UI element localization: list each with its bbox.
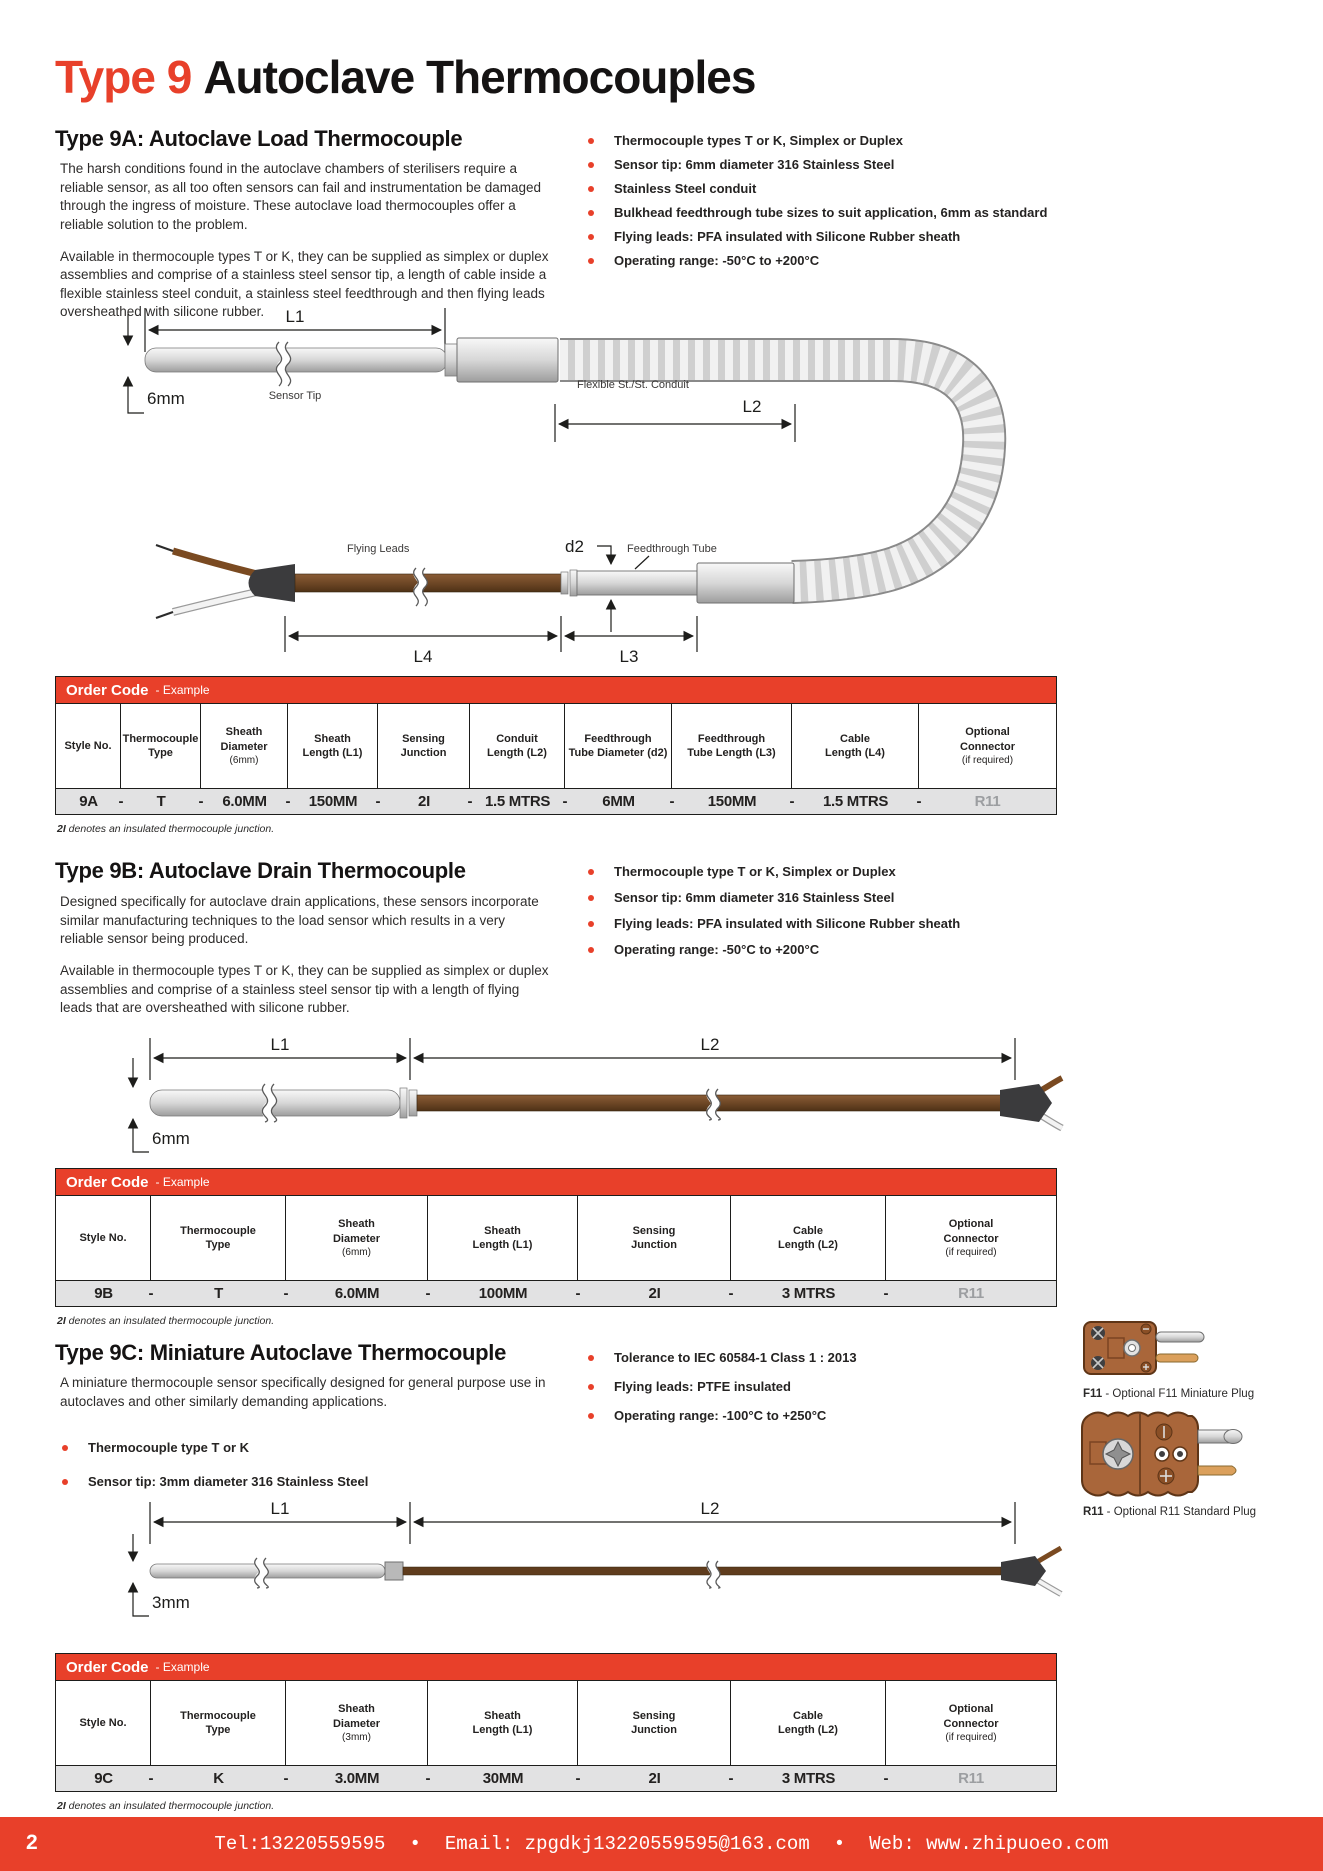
column-header: Sensing Junction — [378, 704, 470, 788]
order-value-cell — [883, 1766, 1056, 1791]
page-title-accent: Type 9 — [55, 51, 192, 103]
section-text-9c — [57, 1374, 562, 1424]
column-header: Sensing Junction — [578, 1681, 731, 1765]
bullet-item — [588, 157, 1048, 172]
sensor-tip-graphic — [145, 348, 447, 372]
dim-l1: L1 — [285, 307, 305, 326]
dim-l1: L1 — [270, 1035, 290, 1054]
order-value: 6.0MM — [334, 1285, 380, 1302]
bullet-icon — [588, 234, 594, 240]
bullet-text: Flying leads: PTFE insulated — [614, 1379, 791, 1394]
bullet-item — [588, 1408, 1018, 1423]
bullet-item — [588, 133, 1048, 148]
order-value-cell — [198, 789, 291, 814]
value-separator: - — [148, 1285, 154, 1302]
column-header: Feedthrough Tube Diameter (d2) — [565, 704, 672, 788]
order-code-title: Order Code — [66, 681, 149, 699]
order-value-cell — [562, 789, 675, 814]
dim-l2: L2 — [742, 397, 762, 416]
bullet-list-9a — [588, 133, 1048, 268]
dim-d2: d2 — [565, 537, 584, 556]
bullet-item — [588, 890, 1048, 905]
column-header: Sheath Length (L1) — [428, 1681, 578, 1765]
bullet-icon — [588, 1384, 594, 1390]
value-separator: - — [467, 793, 473, 810]
order-value: 1.5 MTRS — [822, 793, 889, 810]
order-value-cell — [916, 789, 1056, 814]
bullet-item — [588, 1379, 1018, 1394]
order-value-cell — [467, 789, 568, 814]
lead-wire-brown — [1040, 1078, 1062, 1091]
f11-plug-image — [1080, 1316, 1215, 1380]
footer-email[interactable]: Email: zpgdkj13220559595@163.com — [444, 1833, 810, 1855]
order-table-9b — [55, 1168, 1057, 1307]
order-code-subtitle: - Example — [155, 683, 210, 697]
order-value: R11 — [958, 1285, 984, 1302]
order-value-cell — [669, 789, 795, 814]
order-value-cell — [728, 1281, 889, 1306]
order-grid-9c — [56, 1681, 1056, 1791]
table-note-9a — [57, 823, 274, 835]
order-value-cell — [283, 1281, 431, 1306]
bullet-item — [588, 181, 1048, 196]
value-separator: - — [728, 1770, 734, 1787]
order-value: R11 — [958, 1770, 984, 1787]
note-text: denotes an insulated thermocouple junction. — [65, 823, 275, 835]
bullet-icon — [588, 162, 594, 168]
order-value-cell — [375, 789, 473, 814]
column-header: Thermocouple Type — [151, 1681, 286, 1765]
column-header: Thermocouple Type — [151, 1196, 286, 1280]
order-code-bar — [56, 1169, 1056, 1196]
label-flying-leads: Flying Leads — [347, 543, 410, 555]
dim-l4: L4 — [413, 647, 433, 666]
page-number: 2 — [26, 1831, 38, 1854]
value-separator: - — [375, 793, 381, 810]
order-code-title: Order Code — [66, 1173, 149, 1191]
order-value-cell — [148, 1281, 289, 1306]
value-separator: - — [283, 1770, 289, 1787]
value-separator: - — [283, 1285, 289, 1302]
crimp-sleeve-graphic — [385, 1562, 403, 1580]
bullet-text: Flying leads: PFA insulated with Silicone Rubber sheath — [614, 916, 961, 931]
value-separator: - — [562, 793, 568, 810]
value-separator: - — [285, 793, 291, 810]
order-value: 2I — [648, 1770, 661, 1787]
page-title-rest: Autoclave Thermocouples — [203, 51, 756, 103]
footer-tel: Tel:13220559595 — [214, 1833, 386, 1855]
bullet-icon — [588, 210, 594, 216]
column-header: Sheath Diameter (3mm) — [286, 1681, 428, 1765]
r11-plug-caption: R11 - Optional R11 Standard Plug — [1083, 1506, 1257, 1518]
bullet-item — [588, 229, 1048, 244]
value-separator: - — [575, 1770, 581, 1787]
diagram-9b — [55, 1030, 1065, 1180]
bullet-item — [588, 916, 1048, 931]
order-value: 100MM — [478, 1285, 528, 1302]
bullet-icon — [588, 947, 594, 953]
section-heading-9a: Type 9A: Autoclave Load Thermocouple — [55, 126, 463, 151]
column-header: Sheath Diameter (6mm) — [201, 704, 288, 788]
order-value: 3 MTRS — [781, 1770, 836, 1787]
paragraph: The harsh conditions found in the autoclave chambers of sterilisers require a reliable sensor, as all too often sensors can fail and instrumentation be damaged through the ingress of moisture. These autoclave load thermocouples offer a reliable solution to the problem. — [60, 161, 542, 232]
diagram-9c — [55, 1492, 1065, 1644]
cable-graphic — [295, 574, 561, 592]
dim-diameter: 6mm — [147, 389, 185, 408]
bullet-text: Thermocouple type T or K — [88, 1440, 250, 1455]
column-header: Cable Length (L2) — [731, 1681, 886, 1765]
bullet-icon — [588, 1355, 594, 1361]
bullet-item — [588, 864, 1048, 879]
feedthrough-tube-graphic — [577, 571, 697, 595]
flexible-conduit-graphic — [560, 360, 984, 582]
dim-l3: L3 — [619, 647, 639, 666]
column-header: Conduit Length (L2) — [470, 704, 565, 788]
note-prefix: 2I — [57, 823, 66, 835]
note-text: denotes an insulated thermocouple junction. — [65, 1800, 275, 1812]
order-example-row — [56, 1765, 1056, 1791]
value-separator: - — [425, 1285, 431, 1302]
order-value: 9A — [79, 793, 98, 810]
bullet-text: Thermocouple types T or K, Simplex or Duplex — [614, 133, 903, 148]
bullet-list-9b — [588, 864, 1048, 957]
column-header: Cable Length (L4) — [792, 704, 919, 788]
bullet-text: Bulkhead feedthrough tube sizes to suit application, 6mm as standard — [614, 205, 1048, 220]
footer-bar — [0, 1817, 1323, 1871]
footer-contact — [214, 1833, 1108, 1855]
column-header: Thermocouple Type — [121, 704, 201, 788]
section-text-9b — [57, 893, 551, 1031]
order-value-cell — [425, 1281, 581, 1306]
paragraph: Available in thermocouple types T or K, they can be supplied as simplex or duplex assemblies and comprise of a stainless steel sensor tip, a length of cable inside a flexible stainless steel conduit, a stainless steel feedthrough and then flying leads oversheathed with silicone rubber. — [60, 248, 549, 320]
value-separator: - — [118, 793, 124, 810]
column-header: Optional Connector (if required) — [943, 1703, 999, 1743]
bullet-icon — [588, 1413, 594, 1419]
order-code-subtitle: - Example — [155, 1660, 210, 1674]
value-separator: - — [728, 1285, 734, 1302]
column-header: Sheath Length (L1) — [428, 1196, 578, 1280]
bullet-icon — [588, 921, 594, 927]
column-header: Sensing Junction — [578, 1196, 731, 1280]
order-value: 9B — [94, 1285, 113, 1302]
bullet-list-9c-left — [62, 1440, 532, 1489]
value-separator: - — [916, 793, 922, 810]
bullet-item — [588, 253, 1048, 268]
bullet-text: Tolerance to IEC 60584-1 Class 1 : 2013 — [614, 1350, 857, 1365]
order-value: 1.5 MTRS — [484, 793, 551, 810]
order-grid-9b — [56, 1196, 1056, 1306]
bullet-icon — [588, 258, 594, 264]
order-value: 2I — [648, 1285, 661, 1302]
bullet-text: Flying leads: PFA insulated with Silicone Rubber sheath — [614, 229, 961, 244]
bullet-icon — [62, 1479, 68, 1485]
value-separator: - — [425, 1770, 431, 1787]
paragraph: A miniature thermocouple sensor specifically designed for general purpose use in autoclaves and other similarly demanding applications. — [60, 1375, 546, 1409]
order-value-cell — [285, 789, 381, 814]
value-separator: - — [575, 1285, 581, 1302]
page-title — [55, 50, 755, 104]
column-header: Style No. — [56, 704, 121, 788]
order-value: 6.0MM — [222, 793, 267, 810]
note-prefix: 2I — [57, 1800, 66, 1812]
bullet-list-9c-right — [588, 1350, 1018, 1423]
order-code-subtitle: - Example — [155, 1175, 210, 1189]
dim-l2: L2 — [700, 1499, 720, 1518]
order-value: 30MM — [482, 1770, 524, 1787]
order-table-9c — [55, 1653, 1057, 1792]
separator-dot: • — [833, 1833, 846, 1855]
bullet-icon — [62, 1445, 68, 1451]
dim-diameter: 6mm — [152, 1129, 190, 1148]
table-note-9c — [57, 1800, 274, 1812]
dim-l2: L2 — [700, 1035, 720, 1054]
order-value: K — [213, 1770, 224, 1787]
bullet-icon — [588, 895, 594, 901]
separator-dot: • — [409, 1833, 421, 1855]
bullet-item — [588, 942, 1048, 957]
order-value: 9C — [94, 1770, 113, 1787]
bullet-text: Operating range: -100°C to +250°C — [614, 1408, 827, 1423]
order-code-bar — [56, 1654, 1056, 1681]
column-header: Cable Length (L2) — [731, 1196, 886, 1280]
order-value-cell — [56, 789, 124, 814]
bullet-item — [62, 1474, 532, 1489]
order-example-row — [56, 788, 1056, 814]
order-grid-9a — [56, 704, 1056, 814]
order-value-cell — [56, 1766, 154, 1791]
dim-diameter: 3mm — [152, 1593, 190, 1612]
bullet-item — [62, 1440, 532, 1455]
lead-wire-white — [1040, 1115, 1062, 1128]
bullet-item — [588, 1350, 1018, 1365]
bullet-text: Operating range: -50°C to +200°C — [614, 253, 820, 268]
column-header: Sheath Diameter (6mm) — [286, 1196, 428, 1280]
order-value: 2I — [418, 793, 430, 810]
order-value: T — [156, 793, 166, 810]
cable-graphic — [403, 1567, 1001, 1575]
order-value: T — [214, 1285, 223, 1302]
order-value: 3 MTRS — [781, 1285, 836, 1302]
order-value-cell — [575, 1766, 734, 1791]
value-separator: - — [883, 1285, 889, 1302]
order-value-cell — [575, 1281, 734, 1306]
bullet-icon — [588, 186, 594, 192]
column-header: Feedthrough Tube Length (L3) — [672, 704, 792, 788]
order-value: R11 — [974, 793, 1001, 810]
order-value-cell — [56, 1281, 154, 1306]
label-sensor-tip: Sensor Tip — [268, 390, 322, 402]
bullet-text: Stainless Steel conduit — [614, 181, 757, 196]
r11-plug-image — [1078, 1408, 1248, 1500]
bullet-text: Sensor tip: 3mm diameter 316 Stainless Steel — [88, 1474, 369, 1489]
order-value: 3.0MM — [334, 1770, 380, 1787]
note-text: denotes an insulated thermocouple junction. — [65, 1315, 275, 1327]
order-value-cell — [118, 789, 204, 814]
order-value: 6MM — [602, 793, 635, 810]
order-value-cell — [883, 1281, 1056, 1306]
column-header: Style No. — [56, 1681, 151, 1765]
value-separator: - — [198, 793, 204, 810]
bullet-text: Sensor tip: 6mm diameter 316 Stainless Steel — [614, 890, 895, 905]
lead-wire-white — [173, 592, 257, 612]
bullet-icon — [588, 138, 594, 144]
label-conduit: Flexible St./St. Conduit — [577, 379, 689, 391]
label-feedthrough-tube: Feedthrough Tube — [627, 543, 717, 555]
column-header: Sheath Length (L1) — [288, 704, 378, 788]
order-table-9a — [55, 676, 1057, 815]
order-value-cell — [789, 789, 922, 814]
value-separator: - — [883, 1770, 889, 1787]
footer-web[interactable]: Web: www.zhipuoeo.com — [869, 1833, 1109, 1855]
section-heading-9c: Type 9C: Miniature Autoclave Thermocouple — [55, 1340, 507, 1365]
table-note-9b — [57, 1315, 274, 1327]
lead-wire-brown — [173, 551, 257, 574]
order-code-title: Order Code — [66, 1658, 149, 1676]
lead-wire-white — [1037, 1580, 1061, 1594]
value-separator: - — [148, 1770, 154, 1787]
order-example-row — [56, 1280, 1056, 1306]
dim-l1: L1 — [270, 1499, 290, 1518]
bullet-icon — [588, 869, 594, 875]
order-value-cell — [728, 1766, 889, 1791]
value-separator: - — [669, 793, 675, 810]
order-value: 150MM — [308, 793, 358, 810]
bullet-item — [588, 205, 1048, 220]
order-value-cell — [283, 1766, 431, 1791]
paragraph: Designed specifically for autoclave drain applications, these sensors incorporate similar manufacturing techniques to the load sensor which results in a very reliable sensor being produced. — [60, 894, 539, 947]
section-heading-9b: Type 9B: Autoclave Drain Thermocouple — [55, 858, 466, 883]
note-prefix: 2I — [57, 1315, 66, 1327]
order-value: 150MM — [707, 793, 757, 810]
lead-wire-brown — [1037, 1548, 1061, 1562]
order-value-cell — [425, 1766, 581, 1791]
value-separator: - — [789, 793, 795, 810]
f11-plug-caption: F11 - Optional F11 Miniature Plug — [1083, 1388, 1255, 1400]
column-header: Optional Connector (if required) — [960, 726, 1015, 766]
bullet-text: Operating range: -50°C to +200°C — [614, 942, 820, 957]
order-code-bar — [56, 677, 1056, 704]
diagram-9a — [55, 300, 1065, 670]
column-header: Optional Connector (if required) — [943, 1218, 999, 1258]
bullet-text: Sensor tip: 6mm diameter 316 Stainless Steel — [614, 157, 895, 172]
bullet-text: Thermocouple type T or K, Simplex or Duplex — [614, 864, 896, 879]
order-value-cell — [148, 1766, 289, 1791]
paragraph: Available in thermocouple types T or K, they can be supplied as simplex or duplex assemblies and comprise of a stainless steel sensor tip with a length of flying leads that are oversheathed with silicone rubber. — [60, 962, 549, 1016]
column-header: Style No. — [56, 1196, 151, 1280]
